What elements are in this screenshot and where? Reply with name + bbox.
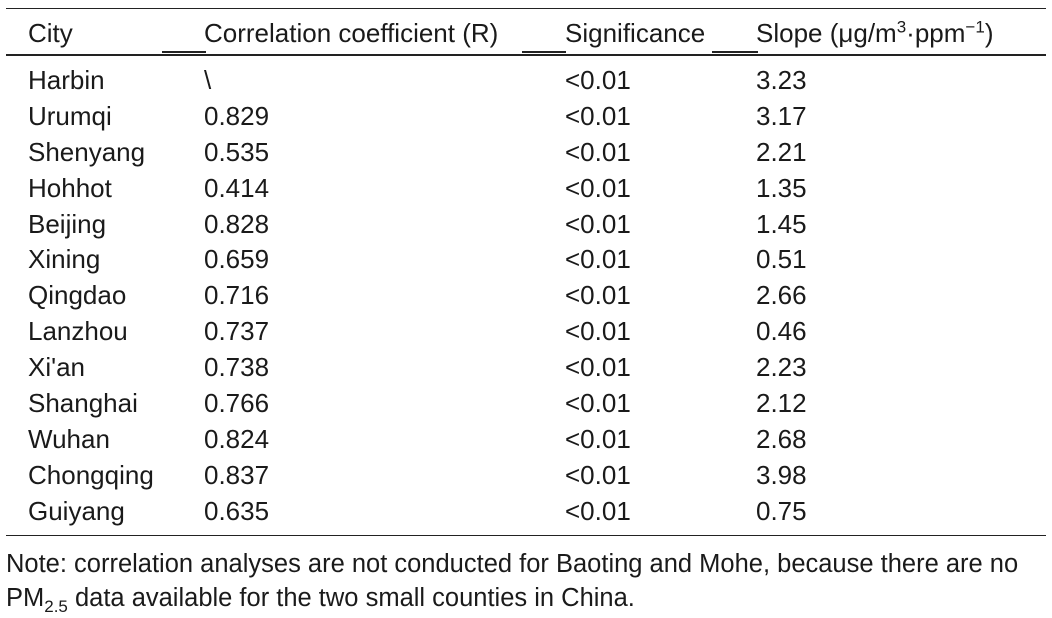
header-slope-suffix: ) bbox=[984, 18, 994, 48]
table-body bbox=[6, 62, 1046, 529]
table-bottom-rule bbox=[6, 535, 1046, 536]
cell-correlation: 0.635 bbox=[204, 495, 270, 526]
cell-city: Xi'an bbox=[28, 352, 86, 383]
cell-significance: <0.01 bbox=[565, 244, 631, 275]
header-significance: Significance bbox=[565, 18, 706, 48]
underline-correlation bbox=[522, 51, 566, 53]
header-slope-sup2: −1 bbox=[965, 17, 985, 37]
cell-city: Xining bbox=[28, 244, 101, 275]
cell-correlation: 0.535 bbox=[204, 136, 270, 167]
table-note bbox=[6, 547, 1050, 615]
cell-significance: <0.01 bbox=[565, 100, 631, 131]
cell-correlation: 0.716 bbox=[204, 280, 270, 311]
note-line-2 bbox=[6, 581, 1050, 615]
table-row bbox=[6, 349, 1046, 385]
header-slope bbox=[756, 15, 993, 51]
table-row bbox=[6, 206, 1046, 242]
header-city: City bbox=[28, 18, 73, 48]
cell-slope: 0.46 bbox=[756, 316, 807, 347]
table-row bbox=[6, 313, 1046, 349]
cell-slope: 0.51 bbox=[756, 244, 807, 275]
cell-significance: <0.01 bbox=[565, 280, 631, 311]
header-slope-prefix: Slope (μg/m bbox=[756, 18, 897, 48]
cell-correlation: 0.414 bbox=[204, 172, 270, 203]
table-row bbox=[6, 170, 1046, 206]
header-slope-sup1: 3 bbox=[896, 17, 907, 37]
table-row bbox=[6, 421, 1046, 457]
cell-significance: <0.01 bbox=[565, 352, 631, 383]
table-row bbox=[6, 241, 1046, 277]
cell-city: Shenyang bbox=[28, 136, 146, 167]
cell-significance: <0.01 bbox=[565, 136, 631, 167]
cell-city: Urumqi bbox=[28, 100, 112, 131]
table-row bbox=[6, 385, 1046, 421]
cell-slope: 3.17 bbox=[756, 100, 807, 131]
cell-city: Hohhot bbox=[28, 172, 112, 203]
cell-correlation: 0.766 bbox=[204, 388, 270, 419]
cell-slope: 1.45 bbox=[756, 208, 807, 239]
table-row bbox=[6, 98, 1046, 134]
cell-correlation: \ bbox=[204, 65, 212, 95]
cell-correlation: 0.824 bbox=[204, 423, 270, 454]
cell-city: Wuhan bbox=[28, 423, 110, 454]
cell-correlation: 0.737 bbox=[204, 316, 270, 347]
table-row bbox=[6, 493, 1046, 529]
cell-city: Guiyang bbox=[28, 495, 125, 526]
note-line-2-rest: data available for the two small counties in China. bbox=[67, 584, 635, 612]
cell-slope: 2.12 bbox=[756, 388, 807, 419]
cell-significance: <0.01 bbox=[565, 388, 631, 419]
cell-slope: 0.75 bbox=[756, 495, 807, 526]
note-pm: PM bbox=[6, 584, 45, 612]
cell-correlation: 0.738 bbox=[204, 352, 270, 383]
cell-slope: 2.21 bbox=[756, 136, 807, 167]
cell-city: Lanzhou bbox=[28, 316, 128, 347]
cell-city: Harbin bbox=[28, 65, 105, 95]
underline-significance bbox=[712, 51, 758, 53]
table-header-row bbox=[6, 9, 1046, 54]
cell-significance: <0.01 bbox=[565, 65, 631, 95]
cell-slope: 3.98 bbox=[756, 459, 807, 490]
table-row bbox=[6, 457, 1046, 493]
cell-slope: 3.23 bbox=[756, 65, 807, 95]
cell-correlation: 0.659 bbox=[204, 244, 270, 275]
cell-city: Qingdao bbox=[28, 280, 127, 311]
table-header-rule bbox=[6, 54, 1046, 56]
cell-correlation: 0.829 bbox=[204, 100, 270, 131]
cell-slope: 2.68 bbox=[756, 423, 807, 454]
cell-slope: 2.66 bbox=[756, 280, 807, 311]
table-row bbox=[6, 277, 1046, 313]
data-table bbox=[6, 8, 1046, 536]
cell-city: Beijing bbox=[28, 208, 107, 239]
cell-slope: 2.23 bbox=[756, 352, 807, 383]
note-line-1: Note: correlation analyses are not conducted for Baoting and Mohe, because there are no bbox=[6, 550, 1019, 578]
cell-slope: 1.35 bbox=[756, 172, 807, 203]
cell-city: Chongqing bbox=[28, 459, 154, 490]
cell-correlation: 0.828 bbox=[204, 208, 270, 239]
header-correlation: Correlation coefficient (R) bbox=[204, 18, 499, 48]
cell-significance: <0.01 bbox=[565, 208, 631, 239]
cell-significance: <0.01 bbox=[565, 316, 631, 347]
cell-city: Shanghai bbox=[28, 388, 138, 419]
table-row bbox=[6, 134, 1046, 170]
cell-correlation: 0.837 bbox=[204, 459, 270, 490]
cell-significance: <0.01 bbox=[565, 172, 631, 203]
cell-significance: <0.01 bbox=[565, 459, 631, 490]
table-row bbox=[6, 62, 1046, 98]
cell-significance: <0.01 bbox=[565, 423, 631, 454]
note-pm-sub: 2.5 bbox=[44, 597, 68, 617]
header-slope-mid: ·ppm bbox=[906, 18, 966, 48]
cell-significance: <0.01 bbox=[565, 495, 631, 526]
underline-city bbox=[162, 51, 206, 53]
